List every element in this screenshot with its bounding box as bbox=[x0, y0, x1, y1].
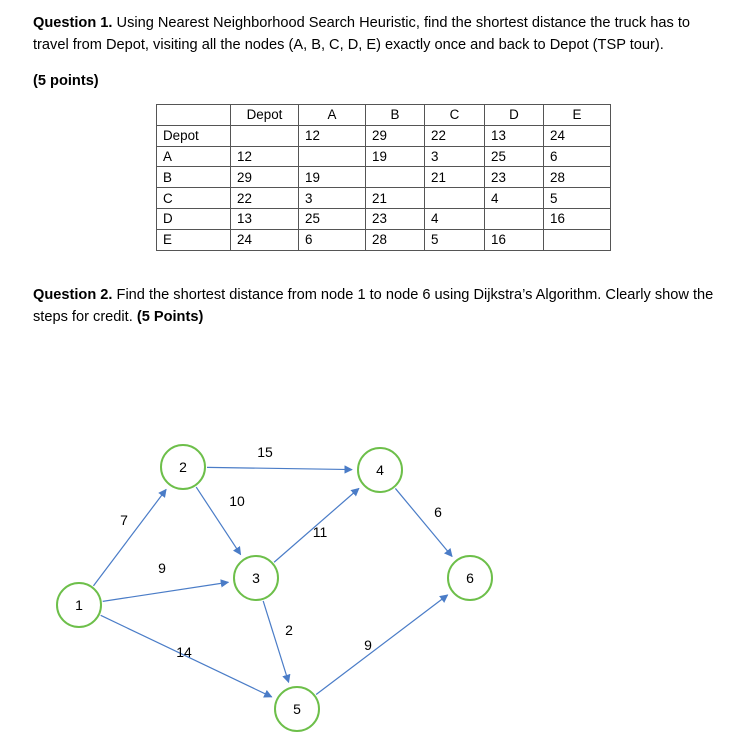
table-cell: A bbox=[157, 146, 231, 167]
question-1-label: Question 1. bbox=[33, 15, 113, 31]
table-cell: 22 bbox=[231, 188, 299, 209]
edge-weight-4-6: 6 bbox=[434, 504, 442, 520]
node-label-3: 3 bbox=[252, 570, 260, 586]
edge-weight-5-6: 9 bbox=[364, 637, 372, 653]
table-cell: 3 bbox=[299, 188, 366, 209]
question-1-body: Using Nearest Neighborhood Search Heuristic, find the shortest distance the truck has to travel from Depot, visiting all the nodes (A, B, C, D, E) exactly once and back to Depot (TSP tour). bbox=[33, 15, 691, 53]
table-cell: 5 bbox=[544, 188, 611, 209]
edge-3-5 bbox=[263, 601, 288, 682]
table-header-cell: D bbox=[485, 105, 544, 126]
table-cell: 12 bbox=[299, 125, 366, 146]
table-cell: 4 bbox=[485, 188, 544, 209]
table-cell: 28 bbox=[366, 229, 425, 250]
table-cell: 21 bbox=[425, 167, 485, 188]
table-cell: 6 bbox=[544, 146, 611, 167]
node-label-1: 1 bbox=[75, 597, 83, 613]
edge-2-4 bbox=[207, 467, 352, 469]
table-cell: 16 bbox=[485, 229, 544, 250]
edge-weight-2-4: 15 bbox=[257, 444, 273, 460]
question-2-points: (5 Points) bbox=[136, 309, 204, 325]
table-cell: 5 bbox=[425, 229, 485, 250]
table-header-cell: A bbox=[299, 105, 366, 126]
node-label-4: 4 bbox=[376, 462, 384, 478]
table-cell: C bbox=[157, 188, 231, 209]
table-cell: 16 bbox=[544, 208, 611, 229]
edge-1-2 bbox=[93, 489, 166, 585]
table-cell: E bbox=[157, 229, 231, 250]
table-cell: 13 bbox=[231, 208, 299, 229]
node-label-5: 5 bbox=[293, 701, 301, 717]
edge-1-3 bbox=[103, 582, 229, 601]
table-cell: Depot bbox=[157, 125, 231, 146]
edge-weight-1-3: 9 bbox=[158, 560, 166, 576]
table-cell: 21 bbox=[366, 188, 425, 209]
node-label-6: 6 bbox=[466, 570, 474, 586]
table-cell: B bbox=[157, 167, 231, 188]
table-cell: 23 bbox=[366, 208, 425, 229]
node-label-2: 2 bbox=[179, 459, 187, 475]
table-header-cell: E bbox=[544, 105, 611, 126]
table-cell: D bbox=[157, 208, 231, 229]
edge-weight-3-4: 11 bbox=[312, 524, 328, 540]
table-cell: 28 bbox=[544, 167, 611, 188]
edge-weight-2-3: 10 bbox=[229, 493, 245, 509]
table-cell: 29 bbox=[366, 125, 425, 146]
edge-4-6 bbox=[395, 488, 452, 556]
table-cell: 24 bbox=[231, 229, 299, 250]
table-cell: 23 bbox=[485, 167, 544, 188]
table-cell: 19 bbox=[299, 167, 366, 188]
edge-weight-1-2: 7 bbox=[120, 512, 128, 528]
table-header-cell: B bbox=[366, 105, 425, 126]
table-cell: 25 bbox=[299, 208, 366, 229]
table-cell: 6 bbox=[299, 229, 366, 250]
question-2-body: Find the shortest distance from node 1 to node 6 using Dijkstra’s Algorithm. Clearly show the steps for credit. bbox=[33, 287, 714, 325]
table-cell: 22 bbox=[425, 125, 485, 146]
table-header-cell: C bbox=[425, 105, 485, 126]
table-cell: 29 bbox=[231, 167, 299, 188]
table-cell: 25 bbox=[485, 146, 544, 167]
table-cell: 19 bbox=[366, 146, 425, 167]
table-cell: 12 bbox=[231, 146, 299, 167]
edge-weight-3-5: 2 bbox=[285, 622, 293, 638]
table-cell: 4 bbox=[425, 208, 485, 229]
table-cell: 24 bbox=[544, 125, 611, 146]
question-1-points: (5 points) bbox=[33, 73, 99, 89]
edge-weight-1-5: 14 bbox=[176, 644, 192, 660]
question-2-label: Question 2. bbox=[33, 287, 113, 303]
table-cell: 3 bbox=[425, 146, 485, 167]
table-header-cell: Depot bbox=[231, 105, 299, 126]
edge-5-6 bbox=[316, 595, 448, 695]
table-cell: 13 bbox=[485, 125, 544, 146]
